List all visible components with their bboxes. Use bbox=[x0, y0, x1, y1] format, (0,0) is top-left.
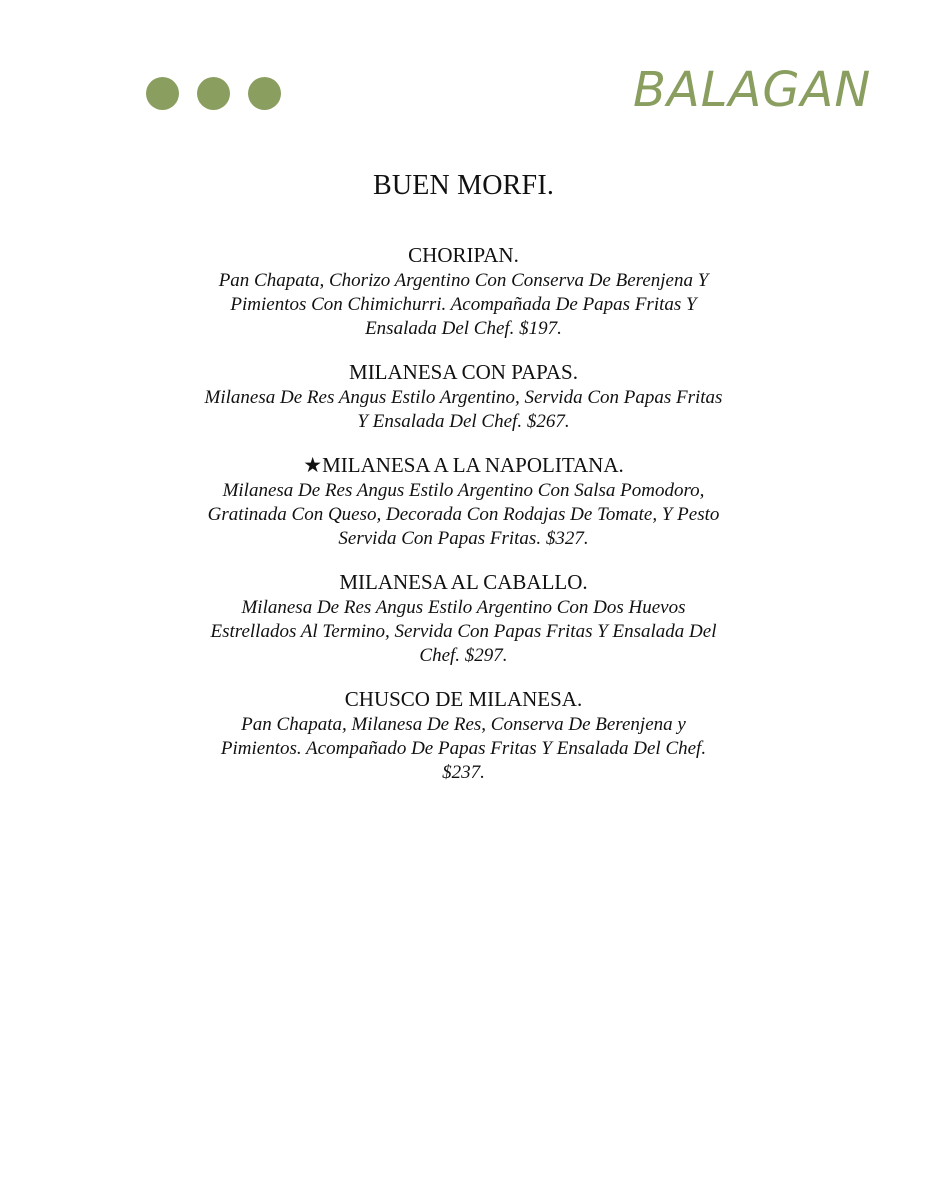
section-title: BUEN MORFI. bbox=[372, 170, 555, 201]
description-line: Pimientos Con Chimichurri. Acompañada De Papas Fritas Y bbox=[230, 294, 697, 315]
menu-item-name: CHUSCO DE MILANESA. bbox=[344, 687, 583, 711]
description-line: Milanesa De Res Angus Estilo Argentino Con Salsa Pomodoro, bbox=[222, 480, 705, 501]
star-icon: ★ bbox=[303, 453, 323, 477]
description-line: Y Ensalada Del Chef. $267. bbox=[357, 411, 570, 432]
menu-item-description bbox=[0, 269, 927, 341]
description-line: Pimientos. Acompañado De Papas Fritas Y Ensalada Del Chef. bbox=[220, 738, 707, 759]
description-line: Pan Chapata, Milanesa De Res, Conserva De Berenjena y bbox=[241, 714, 686, 735]
menu-item-name: MILANESA CON PAPAS. bbox=[349, 360, 578, 384]
menu-item-name-featured bbox=[0, 451, 927, 479]
menu-item-description bbox=[0, 386, 927, 434]
description-line: $237. bbox=[442, 762, 485, 783]
menu-item bbox=[0, 685, 927, 785]
description-line: Milanesa De Res Angus Estilo Argentino Con Dos Huevos bbox=[241, 597, 686, 618]
decorative-dots bbox=[146, 77, 281, 110]
description-line: Gratinada Con Queso, Decorada Con Rodajas De Tomate, Y Pesto bbox=[207, 504, 720, 525]
dot-icon bbox=[197, 77, 230, 110]
menu-item bbox=[0, 241, 927, 341]
menu-item bbox=[0, 451, 927, 551]
menu-item bbox=[0, 358, 927, 434]
menu-item-name-text: MILANESA A LA NAPOLITANA. bbox=[322, 453, 624, 477]
description-line: Servida Con Papas Fritas. $327. bbox=[338, 528, 589, 549]
description-line: Milanesa De Res Angus Estilo Argentino, Servida Con Papas Fritas bbox=[204, 387, 723, 408]
brand-logo: BALAGAN bbox=[633, 62, 872, 118]
dot-icon bbox=[248, 77, 281, 110]
description-line: Ensalada Del Chef. $197. bbox=[365, 318, 562, 339]
menu-item-description bbox=[0, 596, 927, 668]
menu-list bbox=[0, 241, 927, 802]
dot-icon bbox=[146, 77, 179, 110]
menu-item-name: MILANESA AL CABALLO. bbox=[339, 570, 588, 594]
menu-item-name: CHORIPAN. bbox=[408, 243, 519, 267]
menu-item bbox=[0, 568, 927, 668]
description-line: Pan Chapata, Chorizo Argentino Con Conserva De Berenjena Y bbox=[218, 270, 709, 291]
description-line: Estrellados Al Termino, Servida Con Papas Fritas Y Ensalada Del bbox=[210, 621, 717, 642]
description-line: Chef. $297. bbox=[419, 645, 508, 666]
menu-item-description bbox=[0, 713, 927, 785]
menu-item-description bbox=[0, 479, 927, 551]
